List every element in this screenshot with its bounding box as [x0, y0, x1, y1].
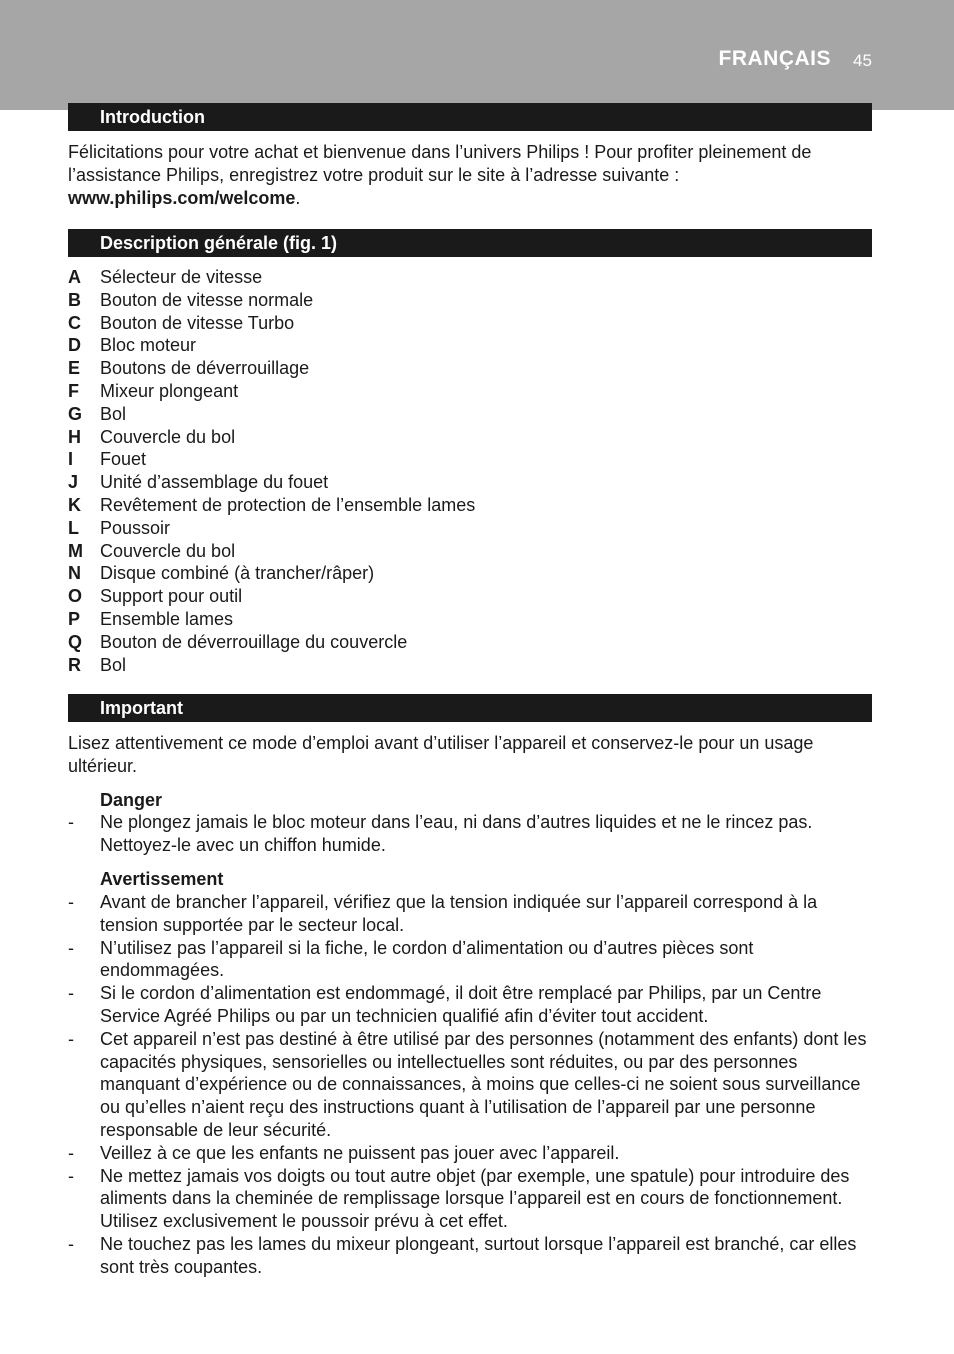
- component-label: Revêtement de protection de l’ensemble lames: [100, 494, 476, 515]
- component-letter: H: [68, 426, 81, 447]
- component-label: Bol: [100, 403, 127, 424]
- component-item: [68, 631, 475, 654]
- bullet-text: Veillez à ce que les enfants ne puissent pas jouer avec l’appareil.: [100, 1142, 620, 1163]
- component-letter: M: [68, 540, 83, 561]
- component-item: [68, 585, 475, 608]
- component-label: Poussoir: [100, 517, 171, 538]
- component-item: [68, 471, 475, 494]
- bullet-dash: -: [68, 1142, 74, 1163]
- bullet-dash: -: [68, 892, 74, 912]
- bullet-item: [68, 891, 874, 937]
- component-item: [68, 608, 475, 631]
- component-label: Couvercle du bol: [100, 540, 236, 561]
- component-item: [68, 334, 475, 357]
- page-number: 45: [853, 51, 872, 70]
- bullet-dash: -: [68, 937, 74, 958]
- section-heading-description: Description générale (fig. 1): [68, 229, 872, 257]
- component-letter: P: [68, 608, 81, 629]
- component-item: [68, 426, 475, 449]
- welcome-url-link[interactable]: www.philips.com/welcome: [68, 187, 296, 208]
- component-label: Ensemble lames: [100, 608, 234, 629]
- bullet-item: [68, 1165, 874, 1233]
- component-letter: G: [68, 403, 83, 424]
- introduction-text: Félicitations pour votre achat et bienvenue dans l’univers Philips ! Pour profiter pleinement de l’assistance Philips, enregistrez votre produit sur le site à l’adresse suivante :: [68, 142, 812, 185]
- component-label: Boutons de déverrouillage: [100, 358, 310, 379]
- component-item: [68, 266, 475, 289]
- component-label: Bouton de vitesse normale: [100, 289, 314, 310]
- component-letter: A: [68, 267, 81, 287]
- bullet-item: [68, 1142, 874, 1165]
- bullet-text: Ne plongez jamais le bloc moteur dans l’eau, ni dans d’autres liquides et ne le rincez pas. Nettoyez-le avec un chiffon humide.: [100, 812, 813, 855]
- bullet-dash: -: [68, 1233, 74, 1254]
- component-item: [68, 494, 475, 517]
- component-letter: B: [68, 289, 81, 310]
- component-item: [68, 403, 475, 426]
- component-label: Support pour outil: [100, 586, 243, 607]
- component-label: Unité d’assemblage du fouet: [100, 472, 329, 493]
- bullet-text: Cet appareil n’est pas destiné à être utilisé par des personnes (notamment des enfants) dont les capacités physiques, sensorielles ou intellectuelles sont réduites, ou par des personnes manquant d’expérience ou de connaissances, à moins que celles-ci ne soient sous surveillance ou qu’elles n’aient reçu des instructions quant à l’utilisation de l’appareil par une personne responsable de leur sécurité.: [100, 1028, 867, 1140]
- bullet-dash: -: [68, 1028, 74, 1049]
- component-letter: F: [68, 380, 79, 401]
- bullet-item: [68, 982, 874, 1028]
- component-letter: N: [68, 563, 81, 584]
- danger-heading: Danger: [100, 790, 163, 810]
- component-list: [68, 266, 475, 676]
- component-letter: D: [68, 335, 81, 356]
- bullet-item: [68, 1233, 874, 1279]
- bullet-text: Ne touchez pas les lames du mixeur plongeant, surtout lorsque l’appareil est branché, car elles sont très coupantes.: [100, 1233, 857, 1277]
- bullet-item: [68, 811, 874, 857]
- component-label: Bol: [100, 654, 127, 675]
- bullet-item: [68, 937, 874, 983]
- component-label: Mixeur plongeant: [100, 380, 239, 401]
- component-letter: J: [68, 472, 79, 493]
- introduction-paragraph: [68, 141, 874, 209]
- bullet-text: N’utilisez pas l’appareil si la fiche, le cordon d’alimentation ou d’autres pièces sont endommagées.: [100, 937, 754, 981]
- component-label: Bloc moteur: [100, 335, 197, 356]
- bullet-dash: -: [68, 983, 74, 1004]
- component-label: Bouton de déverrouillage du couvercle: [100, 631, 408, 652]
- bullet-text: Avant de brancher l’appareil, vérifiez que la tension indiquée sur l’appareil correspond à la tension supportée par le secteur local.: [100, 892, 818, 935]
- component-item: [68, 654, 475, 677]
- component-letter: K: [68, 494, 81, 515]
- component-letter: O: [68, 586, 83, 607]
- introduction-text-end: .: [295, 187, 301, 208]
- component-label: Couvercle du bol: [100, 426, 236, 447]
- warning-list: [68, 891, 874, 1279]
- component-item: [68, 380, 475, 403]
- bullet-dash: -: [68, 812, 74, 832]
- bullet-text: Ne mettez jamais vos doigts ou tout autre objet (par exemple, une spatule) pour introduire des aliments dans la cheminée de remplissage lorsque l’appareil est en cours de fonctionnement. Utilisez exclusivement le poussoir prévu à cet effet.: [100, 1165, 850, 1232]
- component-item: [68, 562, 475, 585]
- bullet-text: Si le cordon d’alimentation est endommagé, il doit être remplacé par Philips, par un Centre Service Agréé Philips ou par un technicien qualifié afin d’éviter tout accident.: [100, 983, 822, 1026]
- warning-heading: Avertissement: [100, 869, 224, 889]
- component-item: [68, 517, 475, 540]
- danger-list: [68, 811, 874, 857]
- bullet-dash: -: [68, 1165, 74, 1186]
- component-item: [68, 357, 475, 380]
- component-letter: E: [68, 358, 81, 379]
- component-label: Bouton de vitesse Turbo: [100, 312, 295, 333]
- language-label: FRANÇAIS: [718, 47, 831, 70]
- component-label: Disque combiné (à trancher/râper): [100, 563, 375, 584]
- component-letter: L: [68, 517, 79, 538]
- component-item: [68, 312, 475, 335]
- component-letter: C: [68, 312, 81, 333]
- bullet-item: [68, 1028, 874, 1142]
- section-heading-important: Important: [68, 694, 872, 722]
- important-intro: Lisez attentivement ce mode d’emploi avant d’utiliser l’appareil et conservez-le pour un usage ultérieur.: [68, 733, 814, 776]
- component-label: Sélecteur de vitesse: [100, 267, 263, 287]
- component-letter: I: [68, 449, 74, 470]
- component-letter: R: [68, 654, 81, 675]
- component-item: [68, 540, 475, 563]
- component-item: [68, 289, 475, 312]
- component-letter: Q: [68, 631, 83, 652]
- section-heading-introduction: Introduction: [68, 103, 872, 131]
- component-label: Fouet: [100, 449, 147, 470]
- component-item: [68, 448, 475, 471]
